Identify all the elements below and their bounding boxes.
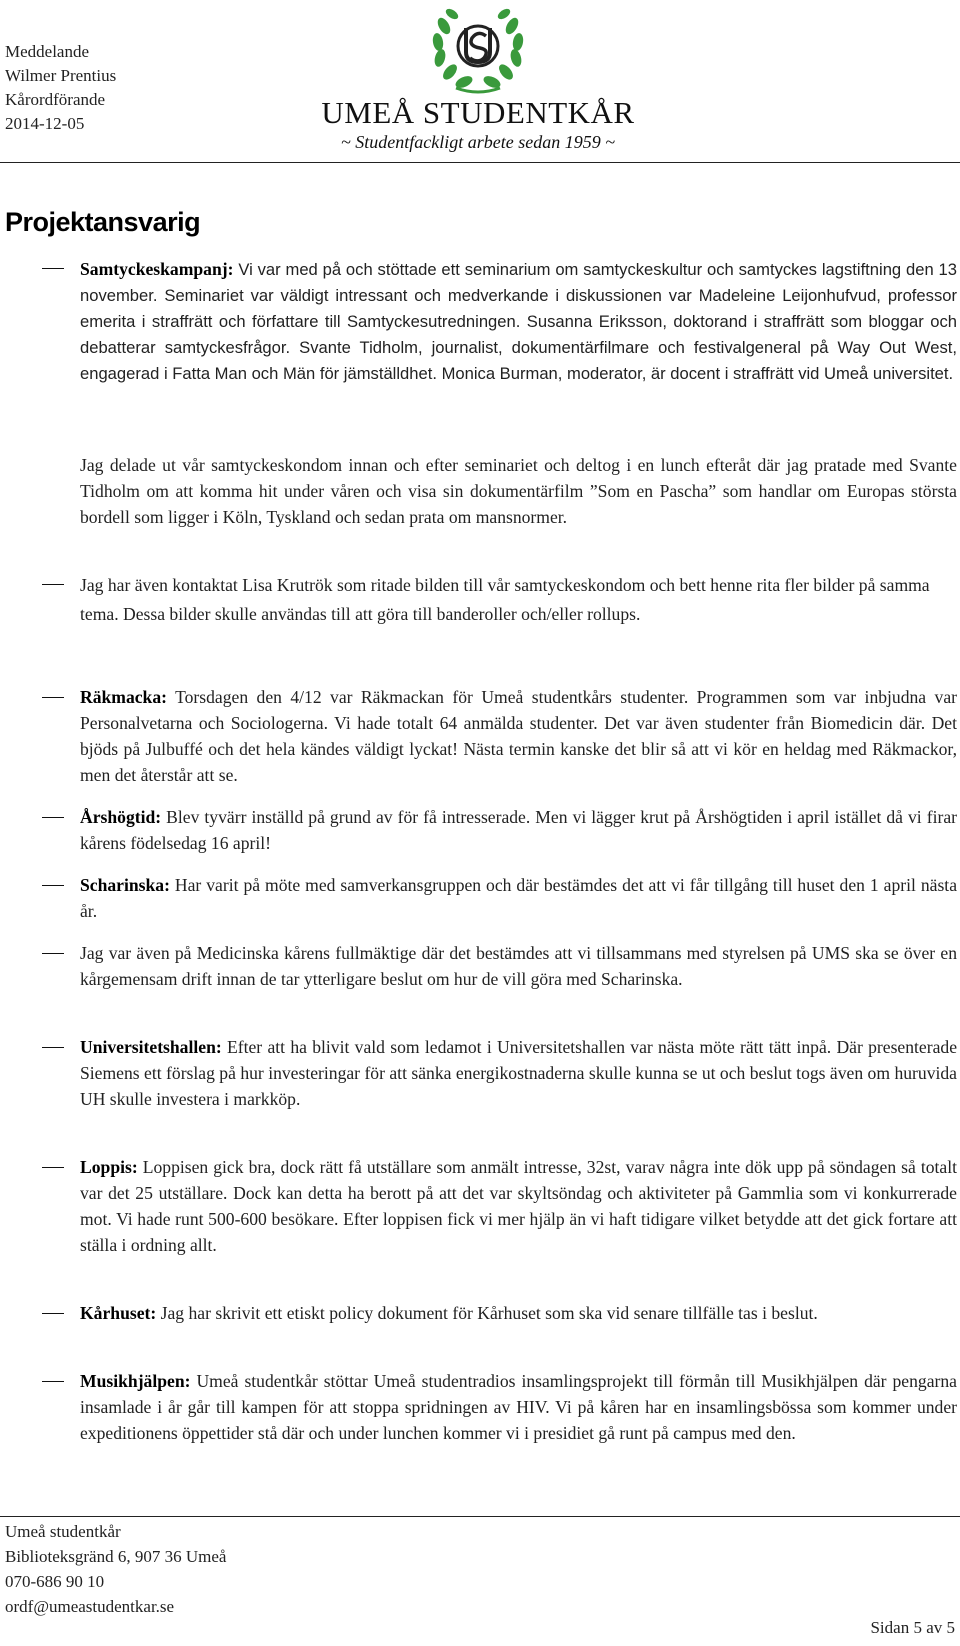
laurel-wreath-logo-icon: [428, 2, 528, 94]
item-text: Jag var även på Medicinska kårens fullmäktige där det bestämdes att vi tillsammans med styrelsen på UMS ska se över en kårgemensam drift innan de tar ytterligare beslut om hur de vill göra med Scharinska.: [80, 943, 957, 989]
item-text: Jag har även kontaktat Lisa Krutrök som ritade bilden till vår samtyckeskondom och bett henne rita fler bilder på samma tema. Dessa bilder skulle användas till att göra till banderoller och/eller rollups.: [80, 575, 930, 624]
item-text: Har varit på möte med samverkansgruppen och där bestämdes det att vi får tillgång till huset den 1 april nästa år.: [80, 875, 957, 921]
memo-role: Kårordförande: [5, 90, 106, 109]
item-heading: Scharinska:: [80, 875, 170, 895]
item-text: Efter att ha blivit vald som ledamot i Universitetshallen var nästa möte rätt tätt inpå. Där presenterade Siemens ett förslag på hur investeringar för att sänka energikostnaderna skulle kunna se ut och beslut togs även om huruvida UH skulle investera i markköp.: [80, 1037, 957, 1109]
list-dash: [42, 1313, 64, 1314]
footer-email: ordf@umeastudentkar.se: [5, 1597, 175, 1616]
list-item: [80, 684, 957, 788]
item-heading: Musikhjälpen:: [80, 1371, 191, 1391]
footer-contact: [5, 1519, 226, 1619]
list-dash: [42, 817, 64, 818]
list-item: [80, 256, 957, 387]
item-text: Jag delade ut vår samtyckeskondom innan och efter seminariet och deltog i en lunch efteråt där jag pratade med Svante Tidholm om att komma hit under våren och visa sin dokumentärfilm ”Som en Pascha” som handlar om Europas största bordell som ligger i Köln, Tyskland och sedan prata om mansnormer.: [80, 455, 957, 527]
list-item: [80, 940, 957, 992]
item-heading: Årshögtid:: [80, 807, 162, 827]
footer-divider: [0, 1516, 960, 1517]
item-text: Blev tyvärr inställd på grund av för få intresserade. Men vi lägger krut på Årshögtiden i april istället då vi firar kårens födelsedag 16 april!: [80, 807, 957, 853]
list-dash: [42, 885, 64, 886]
list-item: [80, 1154, 957, 1258]
list-item: [80, 571, 957, 629]
item-heading: Samtyckeskampanj:: [80, 259, 234, 279]
item-text: Loppisen gick bra, dock rätt få utställare som anmält intresse, 32st, varav några inte dök upp på söndagen så totalt var det 25 utställare. Dock kan detta ha berott på att det var skyltsöndag och aktiviteter på Gammlia som vi konkurrerade mot. Vi hade runt 500-600 besökare. Efter loppisen fick vi mer hjälp än vi haft tidigare vilket betydde att det gick fortare att ställa i ordning allt.: [80, 1157, 957, 1255]
list-item: [80, 1368, 957, 1446]
footer-address: Biblioteksgränd 6, 907 36 Umeå: [5, 1547, 227, 1566]
item-text: Jag har skrivit ett etiskt policy dokument för Kårhuset som ska vid senare tillfälle tas i beslut.: [156, 1303, 818, 1323]
item-heading: Loppis:: [80, 1157, 138, 1177]
item-heading: Universitetshallen:: [80, 1037, 222, 1057]
list-dash: [42, 953, 64, 954]
memo-author: Wilmer Prentius: [5, 66, 117, 85]
list-item: [80, 1034, 957, 1112]
list-item: [80, 872, 957, 924]
item-heading: Räkmacka:: [80, 687, 167, 707]
item-text: Umeå studentkår stöttar Umeå studentradios insamlingsprojekt till förmån till Musikhjälpen där pengarna insamlade i år går till kampen för att stoppa spridningen av HIV. Vi på kåren har en insamlingsbössa som kommer under expeditionens öppettider stå där och under lunchen kommer vi i presidiet gå runt på campus med den.: [80, 1371, 957, 1443]
list-dash: [42, 697, 64, 698]
list-dash: [42, 268, 64, 269]
footer-phone: 070-686 90 10: [5, 1572, 105, 1591]
item-text: Vi var med på och stöttade ett seminarium om samtyckeskultur och samtyckes lagstiftning den 13 november. Seminariet var väldigt intressant och medverkande i diskussionen var Madeleine Leijonhufvud, professor emerita i straffrätt och författare till Samtyckesutredningen. Susanna Eriksson, doktorand i straffrätt som bloggar och debatterar samtyckesfrågor. Svante Tidholm, journalist, dokumentärfilmare och festivalgeneral på Way Out West, engagerad i Fatta Man och Män för jämställdhet. Monica Burman, moderator, är docent i straffrätt vid Umeå universitet.: [80, 260, 957, 383]
item-heading: Kårhuset:: [80, 1303, 157, 1323]
organisation-logo: [318, 2, 638, 157]
list-dash: [42, 1167, 64, 1168]
memo-type: Meddelande: [5, 42, 90, 61]
footer-org: Umeå studentkår: [5, 1522, 121, 1541]
list-dash: [42, 1381, 64, 1382]
list-item: [80, 452, 957, 530]
item-text: Torsdagen den 4/12 var Räkmackan för Umeå studentkårs studenter. Programmen som var inbjudna var Personalvetarna och Sociologerna. Vi hade totalt 64 anmälda studenter. Det var även studenter från Biomedicin där. Det bjöds på Julbuffé och det hela kändes väldigt lyckat! Nästa termin kanske det blir så att vi kör en heldag med Räkmackor, men det återstår att se.: [80, 687, 957, 785]
logo-name: UMEÅ STUDENTKÅR: [321, 95, 635, 130]
list-item: [80, 804, 957, 856]
memo-date: 2014-12-05: [5, 114, 85, 133]
logo-tagline: ~ Studentfackligt arbete sedan 1959 ~: [341, 132, 615, 152]
section-title: Projektansvarig: [5, 207, 201, 237]
document-header: [0, 0, 960, 163]
list-dash: [42, 1047, 64, 1048]
page-number: Sidan 5 av 5: [870, 1618, 955, 1637]
memo-meta: [5, 40, 116, 136]
list-item: [80, 1300, 957, 1326]
list-dash: [42, 584, 64, 585]
